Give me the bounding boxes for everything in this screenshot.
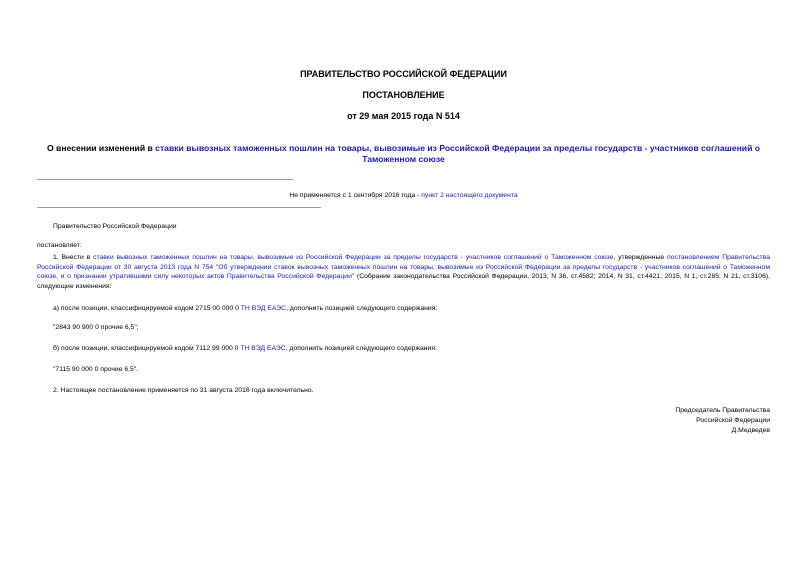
applicability-notice (0, 192, 807, 199)
notice-text: Не применяется с 1 сентября 2016 года - (289, 192, 422, 199)
item-b (53, 344, 437, 354)
document-type-heading: ПОСТАНОВЛЕНИЕ (362, 90, 445, 100)
government-heading: ПРАВИТЕЛЬСТВО РОССИЙСКОЙ ФЕДЕРАЦИИ (300, 69, 507, 79)
signature-position-1: Председатель Правительства (675, 407, 770, 414)
signature-position-2: Российской Федерации (696, 417, 770, 425)
item-b-text-b: , дополнить позицией следующего содержания: (285, 345, 437, 352)
divider-bottom (37, 207, 321, 208)
title-prefix: О внесении изменений в (46, 143, 156, 153)
item-a-text-a: а) после позиции, классифицируемой кодом 2715 00 000 0 (53, 305, 241, 312)
item-a (53, 304, 437, 314)
date-number-heading: от 29 мая 2015 года N 514 (347, 111, 460, 121)
rates-link[interactable]: ставки вывозных таможенных пошлин на товары, вывозимые из Российской Федерации за пределы государств - участников соглашений о Таможенном союзе (93, 254, 614, 261)
resolution-754-link[interactable]: постановлением Правительства Российской Федерации от 30 августа 2013 года N 754 "Об утверждении ставок вывозных таможенных пошлин на товары, вывозимые из Российской Федерации за пределы государств - участников соглашений о Таможенном союзе, и о признании утратившими силу некоторых актов Правительства Российской Федерации" (37, 254, 770, 281)
paragraph-2: 2. Настоящее постановление применяется по 31 августа 2016 года включительно. (53, 387, 314, 394)
divider-top (37, 179, 293, 180)
paragraph-1-text-c: (Собрание законодательства Российской Федерации, 2013, N 36, ст.4582; 2014, N 31, ст.4421; 2015, N 1, ст.285; N 21, ст.3106), следующие изменения: (37, 273, 771, 290)
paragraph-1-text-b: , утвержденные (613, 254, 667, 261)
resolves-line: постановляет: (37, 242, 82, 249)
item-b-position: "7115 90 000 0 прочие 6,5". (53, 366, 139, 373)
document-title (36, 143, 771, 165)
signature-block (675, 406, 770, 437)
government-line: Правительство Российской Федерации (53, 223, 177, 230)
item-a-text-b: , дополнить позицией следующего содержания: (286, 305, 438, 312)
title-link[interactable]: ставки вывозных таможенных пошлин на товары, вывозимые из Российской Федерации за пределы государств - участников соглашений о Таможенном союзе (155, 143, 761, 164)
signature-name: Д.Медведев (731, 427, 770, 435)
paragraph-1 (37, 253, 770, 291)
item-b-tnved-link[interactable]: ТН ВЭД ЕАЭС (240, 345, 286, 352)
paragraph-1-text-a: 1. Внести в (53, 254, 94, 261)
item-a-position: "2843 90 900 0 прочие 6,5"; (53, 324, 139, 331)
item-b-text-a: б) после позиции, классифицируемой кодом 7112 99 000 0 (53, 345, 241, 352)
notice-link[interactable]: пункт 2 настоящего документа (421, 192, 518, 199)
item-a-tnved-link[interactable]: ТН ВЭД ЕАЭС (240, 305, 287, 312)
